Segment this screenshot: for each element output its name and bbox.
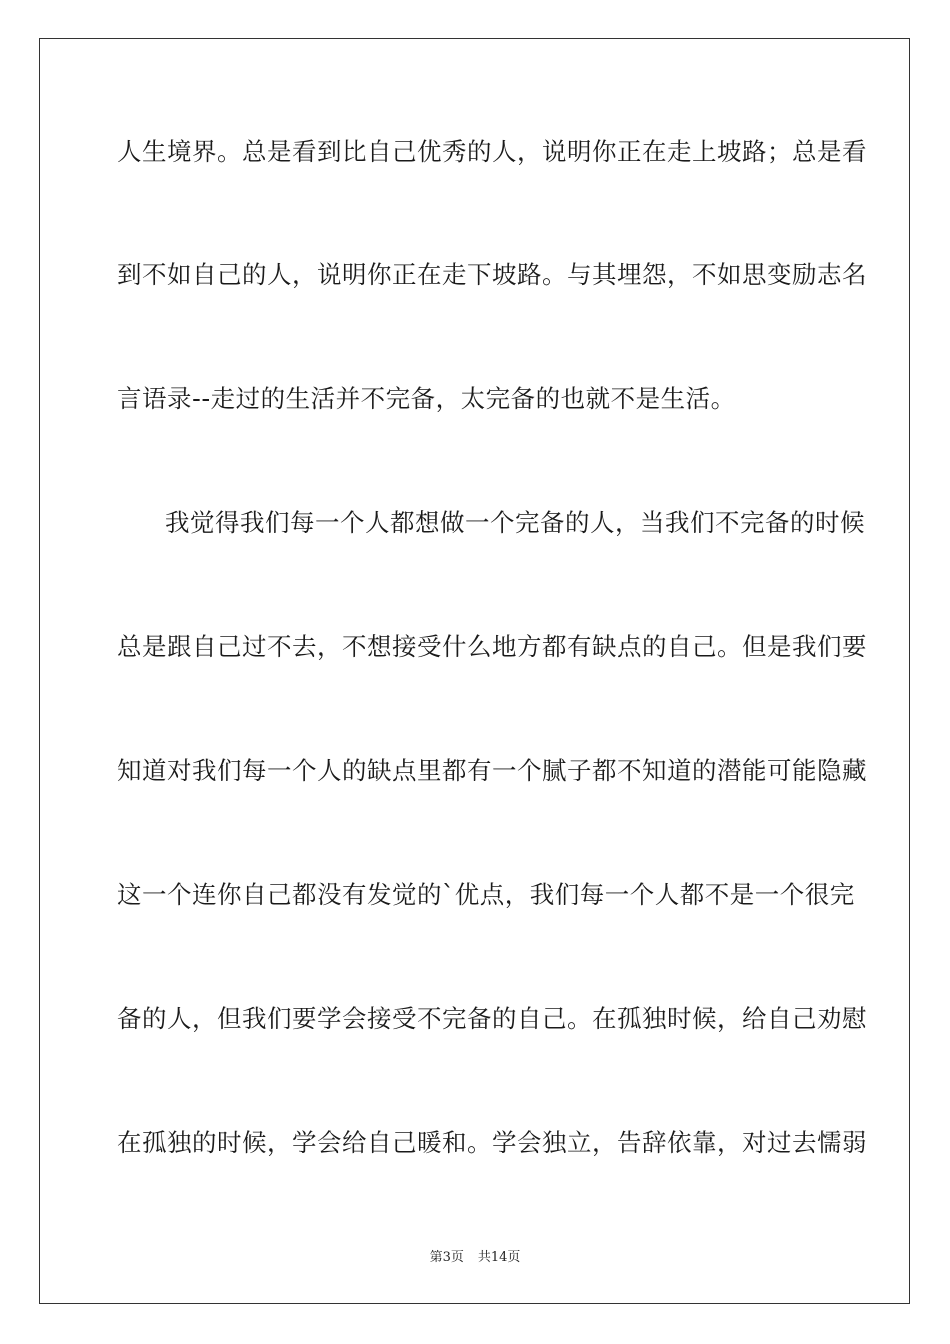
text-line-1: 人生境界。总是看到比自己优秀的人，说明你正在走上坡路；总是看	[117, 137, 867, 166]
total-pages: 共14页	[477, 1250, 521, 1265]
text-line-5: 总是跟自己过不去，不想接受什么地方都有缺点的自己。但是我们要	[117, 632, 867, 661]
text-line-7: 这一个连你自己都没有发觉的`优点，我们每一个人都不是一个很完	[117, 880, 855, 909]
text-line-6: 知道对我们每一个人的缺点里都有一个腻子都不知道的潜能可能隐藏	[117, 756, 867, 785]
text-line-8: 备的人，但我们要学会接受不完备的自己。在孤独时候，给自己劝慰	[117, 1004, 867, 1033]
text-line-4-paragraph-start: 我觉得我们每一个人都想做一个完备的人，当我们不完备的时候	[165, 508, 865, 537]
page-border	[39, 38, 910, 1304]
page-number: 第3页	[429, 1250, 464, 1265]
text-line-2: 到不如自己的人，说明你正在走下坡路。与其埋怨，不如思变励志名	[117, 260, 867, 289]
text-line-9: 在孤独的时候，学会给自己暖和。学会独立，告辞依靠，对过去懦弱	[117, 1128, 867, 1157]
page-footer	[0, 1246, 950, 1265]
text-line-3: 言语录--走过的生活并不完备，太完备的也就不是生活。	[117, 384, 736, 413]
